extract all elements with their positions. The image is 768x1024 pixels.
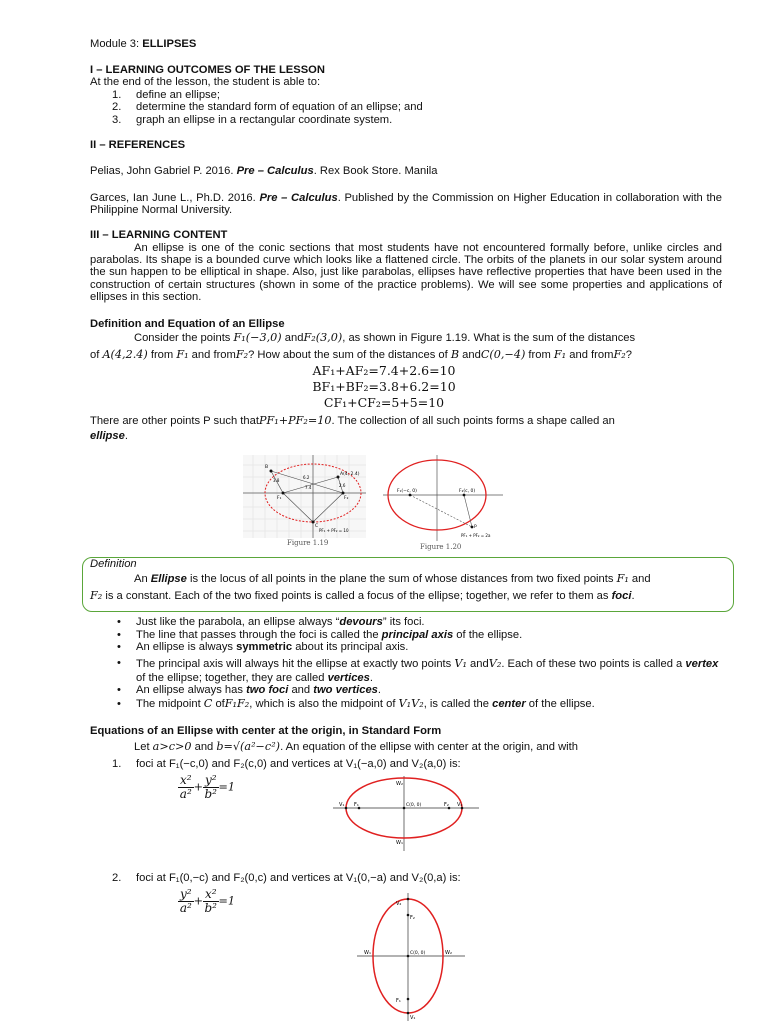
svg-text:PF₁ + PF₂ = 10: PF₁ + PF₂ = 10: [319, 528, 349, 533]
svg-text:C: C: [315, 524, 319, 529]
svg-text:W₂: W₂: [396, 781, 403, 787]
figure-vertical-ellipse: [357, 893, 465, 1021]
svg-text:F₁: F₁: [354, 802, 359, 808]
svg-text:W₁: W₁: [396, 840, 403, 846]
section-heading-outcomes: I – LEARNING OUTCOMES OF THE LESSON: [90, 64, 325, 76]
section-heading-references: II – REFERENCES: [90, 139, 186, 151]
equation-horizontal: $\frac{\text{x²}}{\text{a²}}$ + $\frac{\text{y²}}{\text{b²}}$ =1: [179, 773, 236, 801]
bullet-item: An ellipse always has two foci and two vertices.: [136, 684, 382, 696]
svg-text:V₂: V₂: [457, 802, 463, 808]
svg-text:F₁: F₁: [396, 998, 401, 1004]
bullet-item: The midpoint C ofF₁F₂, which is also the midpoint of V₁V₂, is called the center of the ellipse.: [136, 697, 595, 710]
case-1-text: foci at F₁(−c,0) and F₂(c,0) and vertices at V₁(−a,0) and V₂(a,0) is:: [136, 758, 461, 770]
bullet-item: Just like the parabola, an ellipse always “devours” its foci.: [136, 616, 425, 628]
svg-text:V₂: V₂: [396, 901, 402, 907]
bullet-dot: •: [117, 641, 121, 653]
case-number: 1.: [112, 758, 122, 770]
svg-text:6.2: 6.2: [303, 475, 310, 480]
section-heading-content: III – LEARNING CONTENT: [90, 229, 228, 241]
svg-text:F₂: F₂: [444, 802, 449, 808]
figure-1-20: [383, 455, 503, 541]
reference-2: Garces, Ian June L., Ph.D. 2016. Pre – Calculus. Published by the Commission on Higher Education in collaboration with the Philippine Normal University.: [90, 192, 722, 217]
list-item: define an ellipse;: [136, 89, 220, 101]
case-2-text: foci at F₁(0,−c) and F₂(0,c) and vertices at V₁(0,−a) and V₂(0,a) is:: [136, 872, 461, 884]
reference-1: Pelias, John Gabriel P. 2016. Pre – Calculus. Rex Book Store. Manila: [90, 165, 438, 177]
definition-line-1: An Ellipse is the locus of all points in the plane the sum of whose distances from two fixed points F₁ and: [134, 572, 651, 585]
list-number: 2.: [112, 101, 122, 113]
module-title: Module 3: ELLIPSES: [90, 38, 197, 50]
equation-vertical: $\frac{\text{y²}}{\text{a²}}$ + $\frac{\text{x²}}{\text{b²}}$ =1: [179, 887, 236, 915]
svg-text:C(0, 0): C(0, 0): [406, 803, 422, 808]
bullet-dot: •: [117, 629, 121, 641]
bullet-dot: •: [117, 698, 121, 710]
svg-text:F₂: F₂: [344, 496, 349, 501]
let-line: Let a>c>0 and b=√(a²−c²). An equation of the ellipse with center at the origin, and with: [134, 740, 578, 753]
svg-text:3.8: 3.8: [273, 478, 280, 483]
svg-text:W₂: W₂: [445, 950, 452, 956]
consider-line: Consider the points F₁(−3,0) andF₂(3,0), as shown in Figure 1.19. What is the sum of the distances: [134, 331, 636, 344]
outcomes-intro: At the end of the lesson, the student is able to:: [90, 76, 321, 88]
list-item: graph an ellipse in a rectangular coordinate system.: [136, 114, 393, 126]
label-a: A(4, 2.4): [340, 472, 360, 477]
list-number: 1.: [112, 89, 122, 101]
bullet-dot: •: [117, 616, 121, 628]
svg-text:B: B: [265, 465, 269, 470]
svg-text:V₁: V₁: [339, 802, 345, 808]
bullet-item: An ellipse is always symmetric about its principal axis.: [136, 641, 409, 653]
distances-line: of A(4,2.4) from F₁ and fromF₂? How about the sum of the distances of B andC(0,−4) from F₁ and fromF₂?: [90, 348, 632, 361]
intro-paragraph: An ellipse is one of the conic sections that most students have not encountered formally before, unlike circles and parabolas. Its shape is a bounded curve which looks like a flattened circle. The orbits of the planets in our solar system around the sun happen to be elliptical in shape. Also, just like parabolas, ellipses have reflective properties that have been used in the construction of certain structures (shown in some of the practice problems). We will see some properties and applications of ellipses in this section.: [90, 242, 722, 303]
svg-text:2.6: 2.6: [339, 483, 346, 488]
svg-text:PF₁ + PF₂ = 2a: PF₁ + PF₂ = 2a: [461, 533, 491, 538]
svg-text:W₁: W₁: [364, 950, 371, 956]
bullet-dot: •: [117, 657, 121, 669]
definition-line-2: F₂ is a constant. Each of the two fixed points is called a focus of the ellipse; together, we refer to them as foci.: [90, 589, 635, 602]
svg-text:F₁: F₁: [277, 496, 282, 501]
figure-1-20-caption: Figure 1.20: [420, 543, 462, 551]
bullet-item: The line that passes through the foci is called the principal axis of the ellipse.: [136, 629, 523, 641]
definition-label: Definition: [90, 558, 137, 570]
svg-text:F₂: F₂: [410, 915, 415, 921]
subheading-standard-form: Equations of an Ellipse with center at the origin, in Standard Form: [90, 725, 442, 737]
list-item: determine the standard form of equation of an ellipse; and: [136, 101, 423, 113]
case-number: 2.: [112, 872, 122, 884]
figure-1-19-caption: Figure 1.19: [287, 539, 329, 547]
svg-text:F₂(c, 0): F₂(c, 0): [459, 489, 476, 494]
svg-text:7.4: 7.4: [305, 485, 312, 490]
figure-1-19: [243, 455, 366, 538]
other-points-line: There are other points P such thatPF₁+PF₂=10. The collection of all such points forms a shape called an: [90, 414, 615, 427]
svg-text:V₁: V₁: [410, 1015, 416, 1021]
svg-text:C(0, 0): C(0, 0): [410, 951, 426, 956]
subheading-definition: Definition and Equation of an Ellipse: [90, 318, 285, 330]
list-number: 3.: [112, 114, 122, 126]
equation-a: AF₁+AF₂=7.4+2.6=10: [312, 363, 456, 378]
bullet-dot: •: [117, 684, 121, 696]
figure-horizontal-ellipse: [333, 776, 479, 851]
ellipse-word-line: ellipse.: [90, 430, 128, 442]
svg-text:F₁(−c, 0): F₁(−c, 0): [397, 489, 417, 494]
equation-c: CF₁+CF₂=5+5=10: [323, 395, 445, 410]
bullet-item: The principal axis will always hit the ellipse at exactly two points V₁ andV₂. Each of these two points is called a vertex of the ellipse; together, they are called vertices.: [136, 657, 719, 684]
svg-text:P: P: [474, 525, 477, 530]
equation-b: BF₁+BF₂=3.8+6.2=10: [312, 379, 456, 394]
